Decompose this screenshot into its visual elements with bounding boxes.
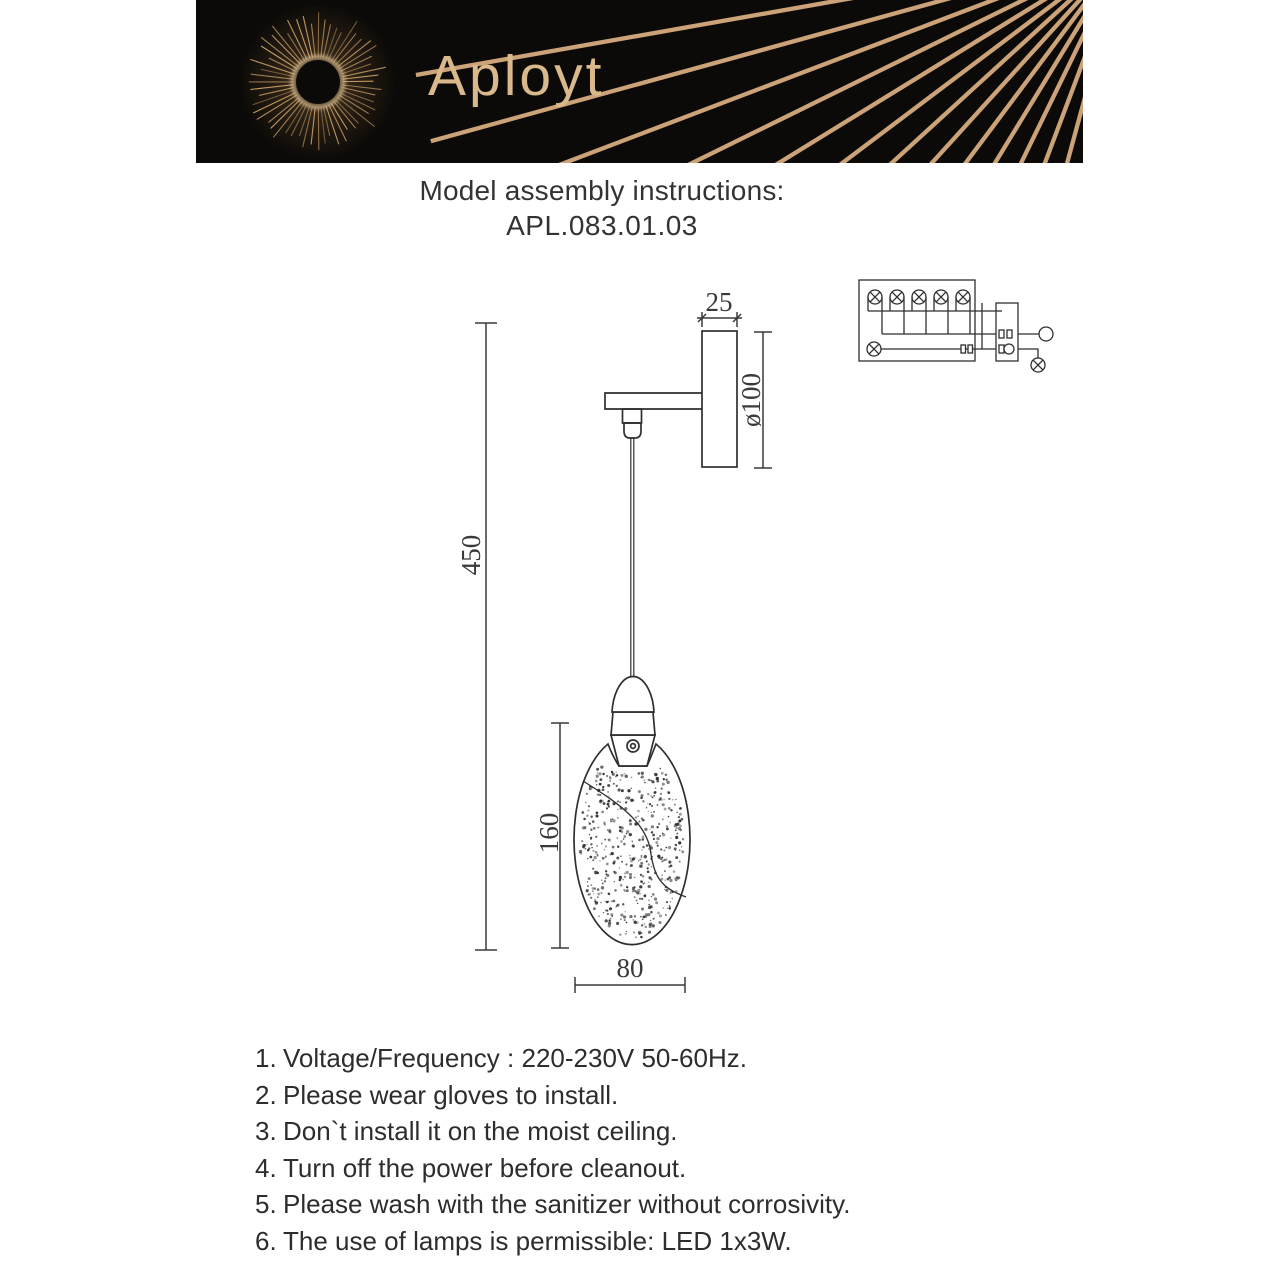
dim-overall-height: [456, 323, 497, 950]
brand-wordmark: Aployt: [428, 44, 605, 108]
item-text: Please wear gloves to install.: [283, 1079, 619, 1110]
item-text: Please wash with the sanitizer without corrosivity.: [283, 1189, 851, 1220]
item-number: 3.: [255, 1116, 277, 1147]
item-number: 6.: [255, 1225, 277, 1256]
technical-drawing: [430, 260, 1100, 1020]
instruction-list: [255, 1040, 1085, 1260]
banner-decorations: [196, 0, 1083, 163]
brand-banner: [196, 0, 1083, 163]
svg-text:25: 25: [705, 287, 733, 317]
model-number: APL.083.01.03: [506, 210, 698, 241]
item-text: Voltage/Frequency : 220-230V 50-60Hz.: [283, 1043, 747, 1073]
bracket-arm: [605, 393, 702, 409]
heading-block: [302, 172, 902, 242]
list-item: [255, 1223, 1085, 1260]
list-item: [255, 1040, 1085, 1077]
svg-text:ø100: ø100: [736, 373, 766, 427]
dim-backplate-diameter: [736, 332, 772, 468]
starburst-logo-icon: [240, 4, 396, 160]
wiring-diagram: [859, 280, 1053, 372]
svg-text:80: 80: [616, 953, 644, 983]
cord-grip: [623, 409, 642, 438]
wall-backplate: [702, 331, 737, 467]
item-text: Turn off the power before cleanout.: [283, 1152, 687, 1183]
lamp-symbol: [1031, 358, 1045, 372]
dim-shade-height: [534, 723, 569, 948]
item-number: 1.: [255, 1043, 277, 1073]
item-text: Don`t install it on the moist ceiling.: [283, 1116, 678, 1147]
item-number: 2.: [255, 1079, 277, 1110]
connector-circle: [1039, 327, 1053, 341]
list-item: [255, 1186, 1085, 1223]
list-item: [255, 1150, 1085, 1187]
lamp-symbols-row: [868, 290, 970, 311]
svg-text:160: 160: [534, 812, 564, 854]
item-text: The use of lamps is permissible: LED 1x3W.: [283, 1225, 792, 1256]
list-item: [255, 1077, 1085, 1114]
item-number: 5.: [255, 1189, 277, 1220]
dim-shade-width: [575, 953, 685, 993]
list-item: [255, 1113, 1085, 1150]
lamp-side-view: [574, 331, 737, 945]
svg-text:450: 450: [456, 534, 486, 576]
page-title: Model assembly instructions:: [419, 175, 785, 206]
socket-cap: [611, 677, 655, 767]
item-number: 4.: [255, 1152, 277, 1183]
lamp-symbol: [867, 342, 881, 356]
dim-bracket-depth: [697, 287, 742, 327]
suspension-cable: [631, 438, 634, 677]
